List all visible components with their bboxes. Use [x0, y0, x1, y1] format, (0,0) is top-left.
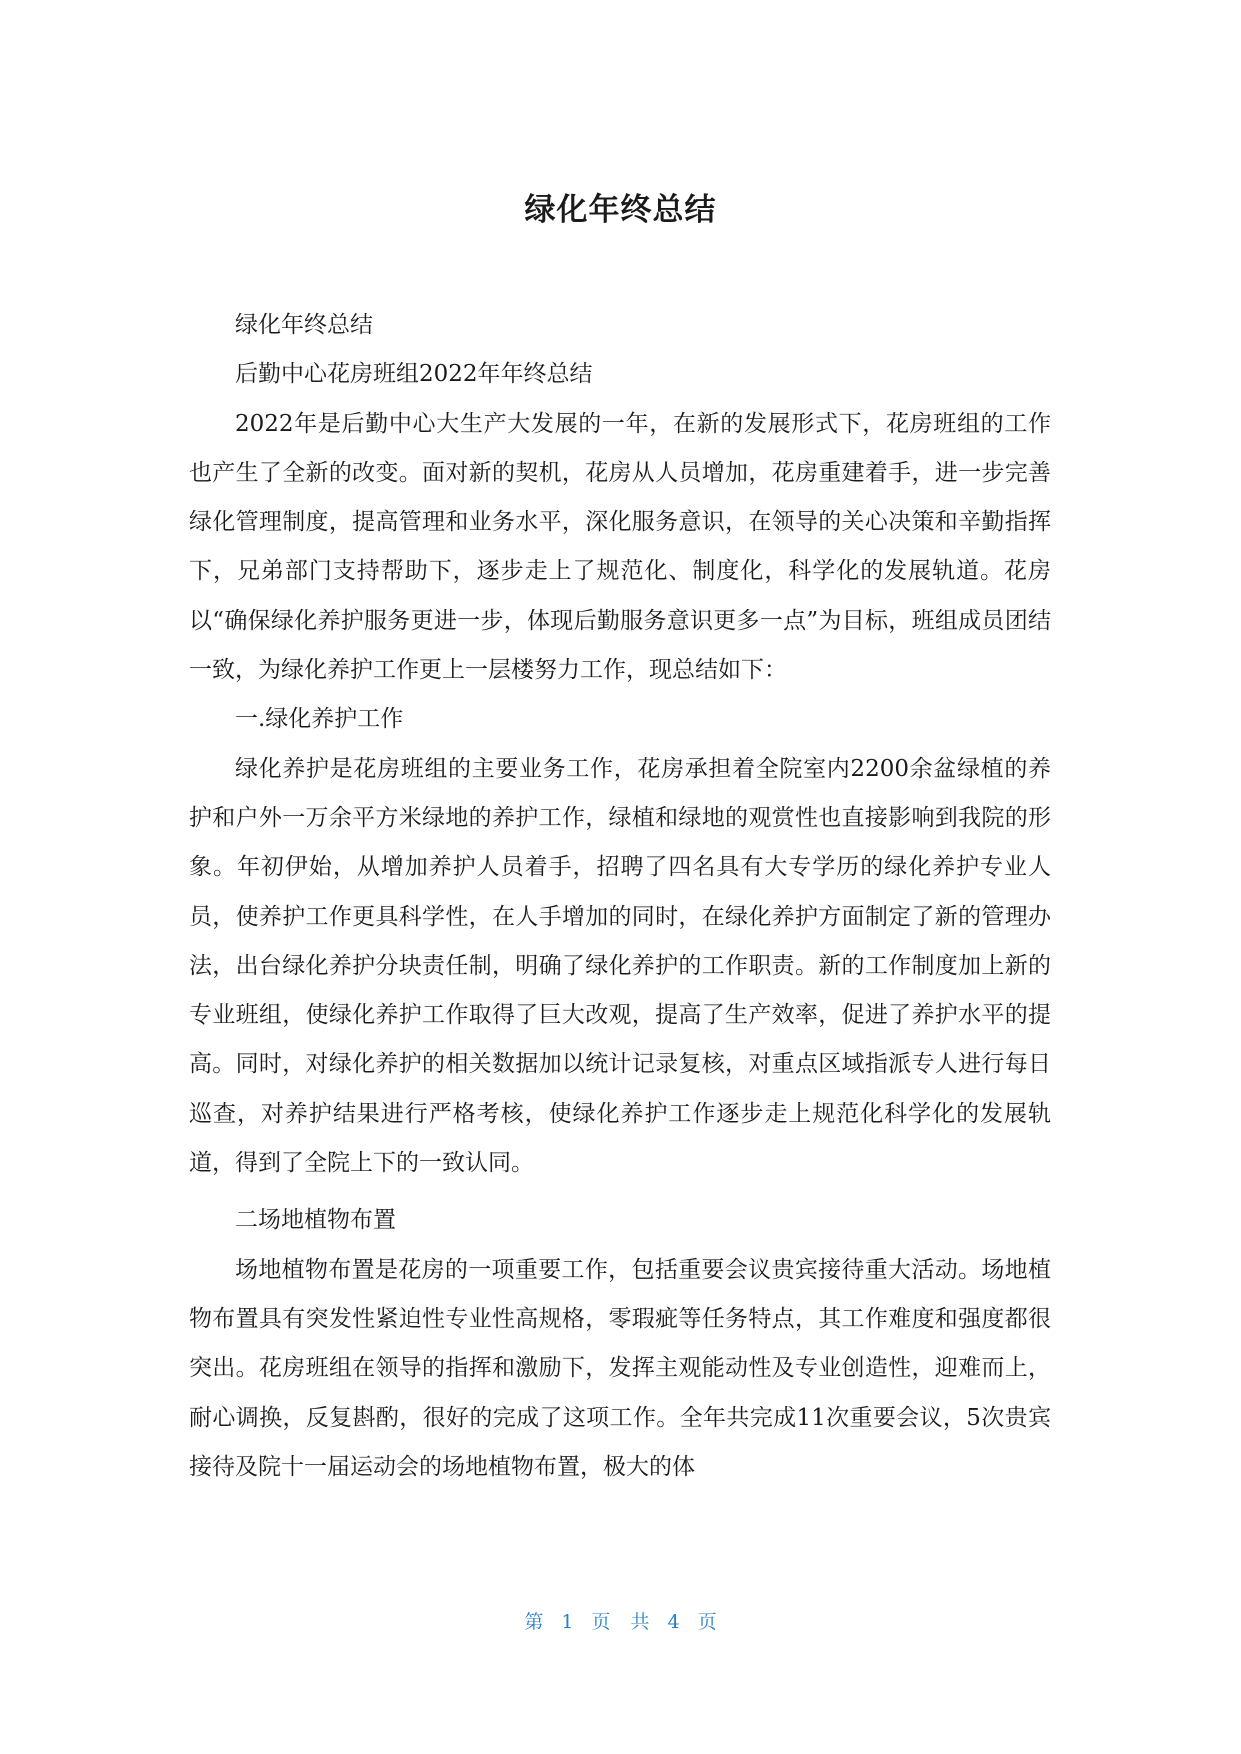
footer-total-pages: 4 [667, 1611, 680, 1633]
section-heading-venue-plants: 二场地植物布置 [235, 1207, 396, 1234]
paragraph-greening-maintenance: 绿化养护是花房班组的主要业务工作，花房承担着全院室内2200余盆绿植的养护和户外一万余平方米绿地的养护工作，绿植和绿地的观赏性也直接影响到我院的形象。年初伊始，从增加养护人员着手，招聘了四名具有大专学历的绿化养护专业人员，使养护工作更具科学性，在人手增加的同时，在绿化养护方面制定了新的管理办法，出台绿化养护分块责任制，明确了绿化养护的工作职责。新的工作制度加上新的专业班组，使绿化养护工作取得了巨大改观，提高了生产效率，促进了养护水平的提高。同时，对绿化养护的相关数据加以统计记录复核，对重点区域指派专人进行每日巡查，对养护结果进行严格考核，使绿化养护工作逐步走上规范化科学化的发展轨道，得到了全院上下的一致认同。 [189, 755, 1051, 1177]
section-heading-greening-maintenance: 一.绿化养护工作 [235, 706, 404, 733]
paragraph-intro: 2022年是后勤中心大生产大发展的一年，在新的发展形式下，花房班组的工作也产生了全新的改变。面对新的契机，花房从人员增加，花房重建着手，进一步完善绿化管理制度，提高管理和业务水平，深化服务意识，在领导的关心决策和辛勤指挥下，兄弟部门支持帮助下，逐步走上了规范化、制度化，科学化的发展轨道。花房以“确保绿化养护服务更进一步，体现后勤服务意识更多一点”为目标，班组成员团结一致，为绿化养护工作更上一层楼努力工作，现总结如下： [189, 410, 1051, 684]
document-body [189, 301, 1051, 1492]
page-number-footer [0, 1608, 1241, 1636]
document-title: 绿化年终总结 [524, 192, 717, 228]
paragraph-heading: 绿化年终总结 [235, 312, 373, 338]
footer-label-pages: 页 [697, 1611, 717, 1633]
paragraph-subheading: 后勤中心花房班组2022年年终总结 [235, 361, 593, 388]
footer-label-page: 第 [524, 1611, 544, 1633]
paragraph-venue-plants: 场地植物布置是花房的一项重要工作，包括重要会议贵宾接待重大活动。场地植物布置具有突发性紧迫性专业性高规格，零瑕疵等任务特点，其工作难度和强度都很突出。花房班组在领导的指挥和激励下，发挥主观能动性及专业创造性，迎难而上，耐心调换，反复斟酌，很好的完成了这项工作。全年共完成11次重要会议，5次贵宾接待及院十一届运动会的场地植物布置，极大的体 [189, 1256, 1051, 1480]
footer-current-page: 1 [561, 1611, 574, 1633]
footer-label-of: 页 共 [591, 1611, 650, 1633]
